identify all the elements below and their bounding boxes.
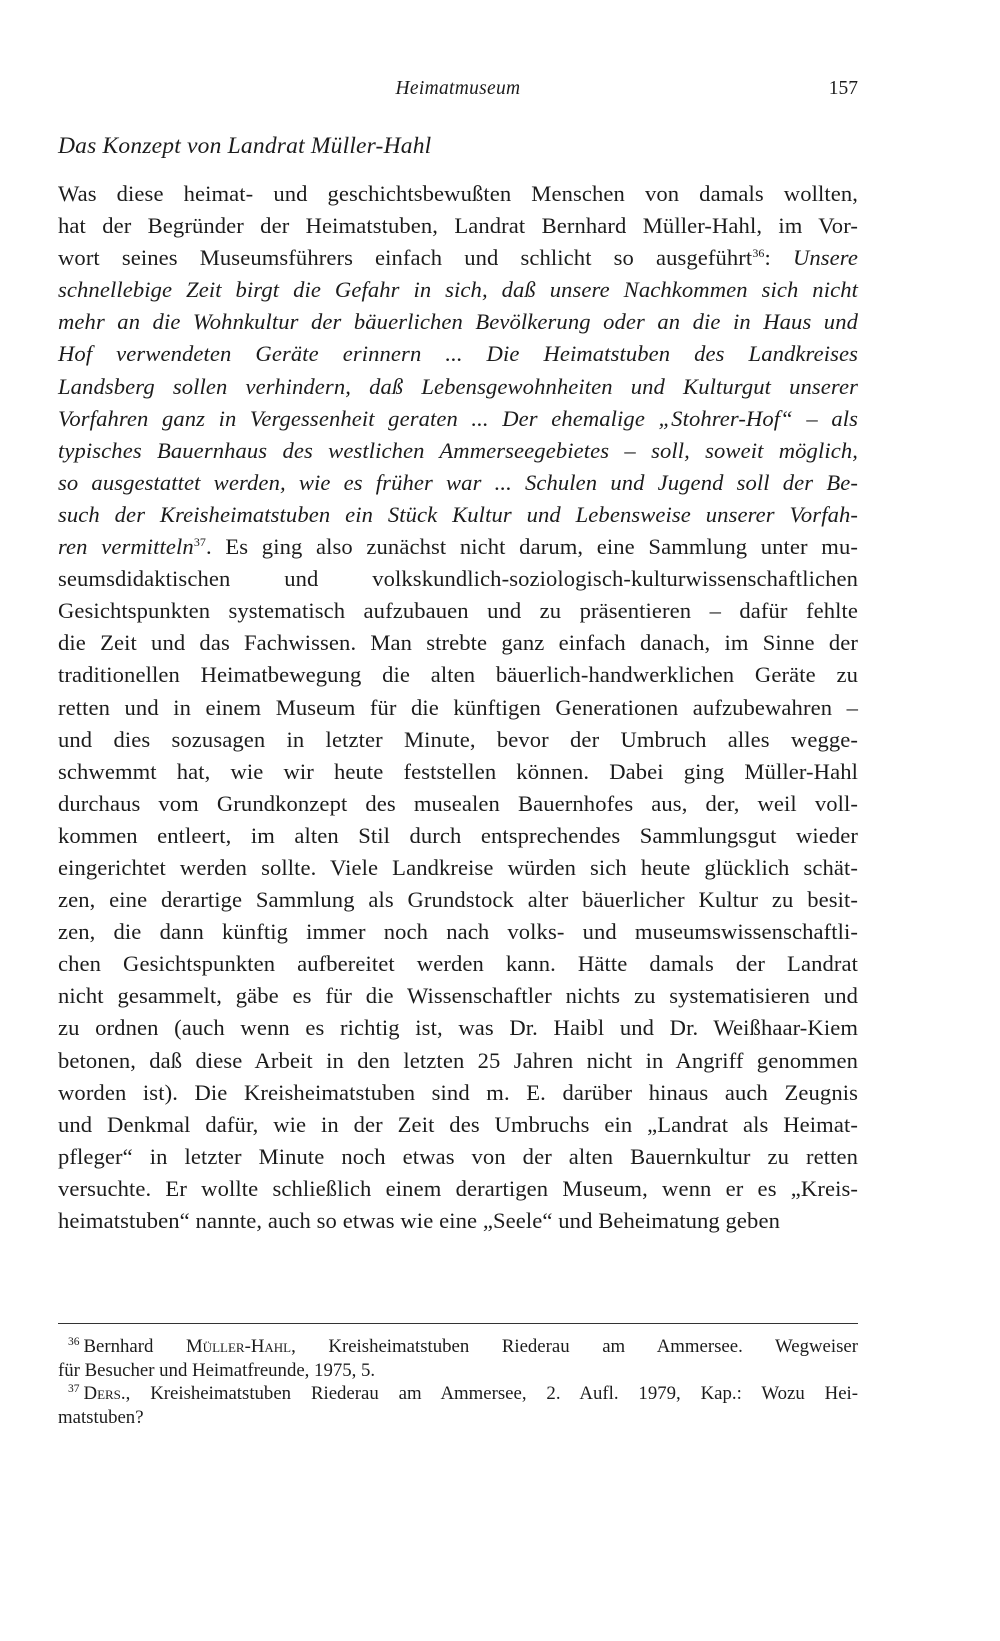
footnote-line: matstuben?: [58, 1406, 144, 1428]
text-line: typisches Bauernhaus des westlichen Ammerseegebietes – soll, soweit möglich,: [58, 437, 858, 463]
footnote-number: 37: [68, 1383, 80, 1395]
footnote-37: [58, 1382, 858, 1429]
footnote-line: $^{36}$ Bernhard Müller-Hahl, Kreisheimatstuben Riederau am Ammersee. Wegweiser: [68, 1336, 858, 1357]
text-line: wort seines Museumsführers einfach und schlicht so ausgeführt$^{36}$: Unsere: [58, 245, 858, 271]
footnote-36: [58, 1335, 858, 1382]
text-line: kommen entleert, im alten Stil durch entsprechendes Sammlungsgut wieder: [58, 822, 858, 848]
footnote-line: für Besucher und Heimatfreunde, 1975, 5.: [58, 1359, 376, 1381]
text-line: traditionellen Heimatbewegung die alten bäuerlich-handwerklichen Geräte zu: [58, 662, 858, 688]
text-line: Hof verwendeten Geräte erinnern ... Die Heimatstuben des Landkreises: [58, 341, 858, 367]
body-text: [58, 178, 858, 1237]
footnote-line: $^{37}$ Ders., Kreisheimatstuben Riederau am Ammersee, 2. Aufl. 1979, Kap.: Wozu Hei-: [68, 1383, 858, 1404]
text-line: Vorfahren ganz in Vergessenheit geraten ... Der ehemalige „Stohrer-Hof“ – als: [58, 405, 858, 431]
text-line: Was diese heimat- und geschichtsbewußten Menschen von damals wollten,: [58, 181, 858, 206]
text-line: und Denkmal dafür, wie in der Zeit des Umbruchs ein „Landrat als Heimat-: [58, 1111, 858, 1137]
footnote-author: Müller-Hahl: [185, 1336, 292, 1357]
text-line: so ausgestattet werden, wie es früher war ... Schulen und Jugend soll der Be-: [58, 469, 858, 495]
text-line: durchaus vom Grundkonzept des musealen Bauernhofes aus, der, weil voll-: [58, 790, 858, 816]
text-line: die Zeit und das Fachwissen. Man strebte ganz einfach danach, im Sinne der: [58, 630, 858, 656]
text-line: hat der Begründer der Heimatstuben, Landrat Bernhard Müller-Hahl, im Vor-: [58, 213, 858, 239]
footnotes: [58, 1335, 858, 1429]
section-heading: Das Konzept von Landrat Müller-Hahl: [58, 133, 432, 159]
text-line: schnellebige Zeit birgt die Gefahr in sich, daß unsere Nachkommen sich nicht: [58, 277, 858, 303]
text-line: zen, die dann künftig immer noch nach volks- und museumswissenschaftli-: [58, 919, 858, 945]
text-line: heimatstuben“ nannte, auch so etwas wie eine „Seele“ und Beheimatung geben: [58, 1208, 780, 1233]
text-line: zu ordnen (auch wenn es richtig ist, was Dr. Haibl und Dr. Weißhaar-Kiem: [58, 1015, 858, 1041]
text-line: worden ist). Die Kreisheimatstuben sind m. E. darüber hinaus auch Zeugnis: [58, 1079, 858, 1105]
running-head: [58, 78, 858, 108]
text-line: ren vermitteln$^{37}$. Es ging also zunächst nicht darum, eine Sammlung unter mu-: [58, 534, 858, 560]
footnote-divider: [58, 1323, 858, 1324]
text-line: zen, eine derartige Sammlung als Grundstock alter bäuerlicher Kultur zu besit-: [58, 887, 858, 913]
text-line: schwemmt hat, wie wir heute feststellen können. Dabei ging Müller-Hahl: [58, 758, 858, 784]
text-line: Landsberg sollen verhindern, daß Lebensgewohnheiten und Kulturgut unserer: [58, 373, 858, 399]
text-line: seumsdidaktischen und volkskundlich-soziologisch-kulturwissenschaftlichen: [58, 566, 858, 592]
text-line: mehr an die Wohnkultur der bäuerlichen Bevölkerung oder an die in Haus und: [58, 309, 858, 335]
text-line: eingerichtet werden sollte. Viele Landkreise würden sich heute glücklich schät-: [58, 854, 858, 880]
text-line: und dies sozusagen in letzter Minute, bevor der Umbruch alles wegge-: [58, 726, 858, 752]
footnote-ref-37[interactable]: 37: [193, 535, 207, 550]
text-line: versuchte. Er wollte schließlich einem derartigen Museum, wenn er es „Kreis-: [58, 1175, 858, 1201]
footnote-author: Ders.: [83, 1383, 126, 1404]
text-line: such der Kreisheimatstuben ein Stück Kultur und Lebensweise unserer Vorfah-: [58, 501, 858, 527]
text-line: retten und in einem Museum für die künftigen Generationen aufzubewahren –: [58, 694, 858, 720]
text-line: Gesichtspunkten systematisch aufzubauen und zu präsentieren – dafür fehlte: [58, 598, 858, 624]
running-title: Heimatmuseum: [395, 78, 521, 99]
text-line: chen Gesichtspunkten aufbereitet werden kann. Hätte damals der Landrat: [58, 951, 858, 977]
page-number: 157: [828, 78, 858, 99]
footnote-ref-36[interactable]: 36: [752, 246, 765, 261]
text-line: betonen, daß diese Arbeit in den letzten 25 Jahren nicht in Angriff genommen: [58, 1047, 858, 1073]
footnote-number: 36: [68, 1336, 80, 1348]
text-line: nicht gesammelt, gäbe es für die Wissenschaftler nichts zu systematisieren und: [58, 983, 858, 1009]
text-line: pfleger“ in letzter Minute noch etwas von der alten Bauernkultur zu retten: [58, 1143, 858, 1169]
